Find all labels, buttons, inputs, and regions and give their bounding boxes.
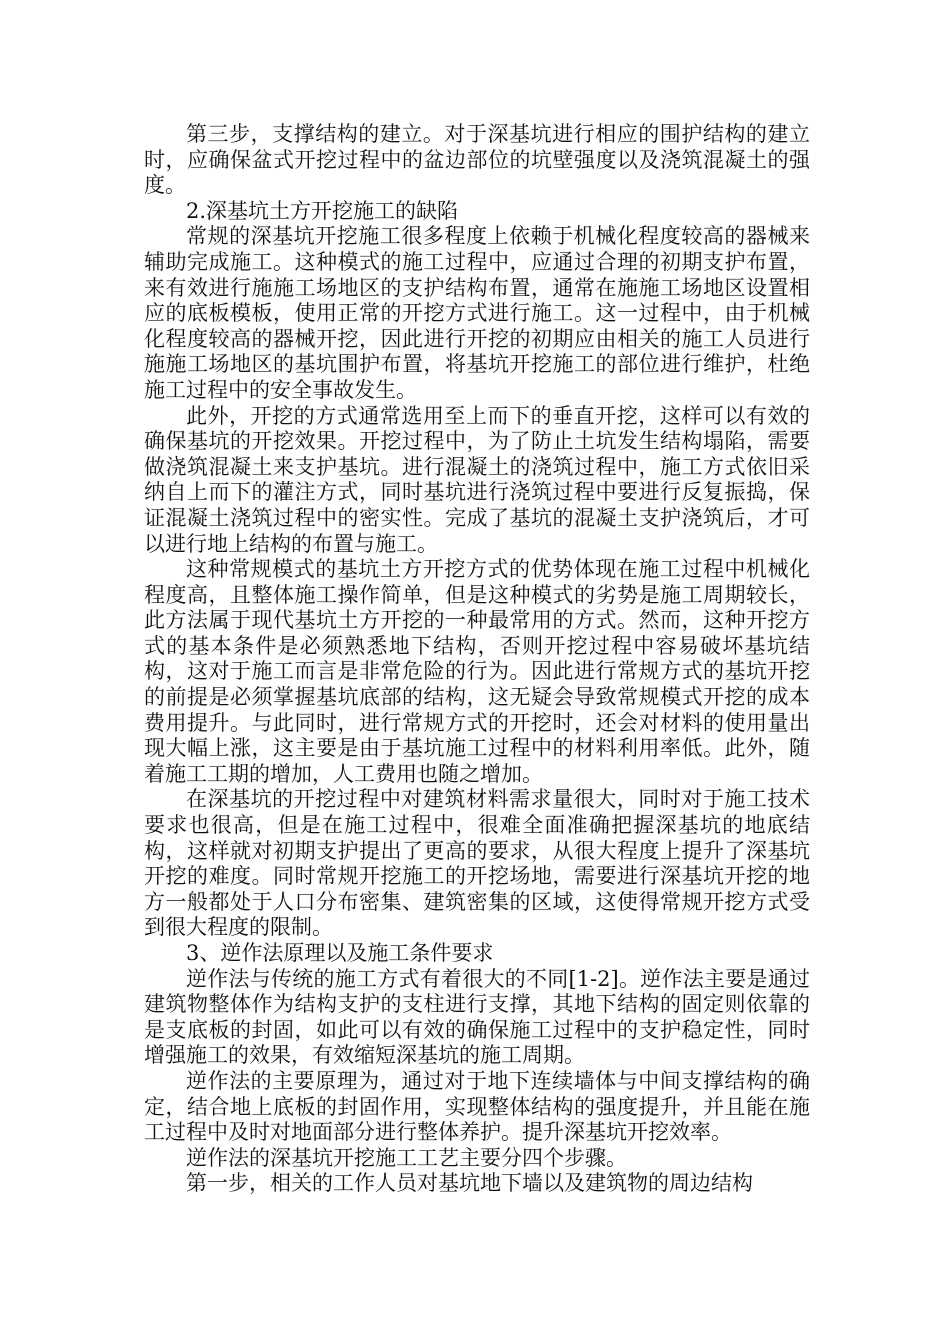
paragraph-step-three: 第三步，支撑结构的建立。对于深基坑进行相应的围护结构的建立时，应确保盆式开挖过程中的盆边部位的坑壁强度以及浇筑混凝土的强度。 bbox=[144, 122, 810, 198]
paragraph-material-demand: 在深基坑的开挖过程中对建筑材料需求量很大，同时对于施工技术要求也很高，但是在施工过程中，很难全面准确把握深基坑的地底结构，这样就对初期支护提出了更高的要求，从很大程度上提升了深基坑开挖的难度。同时常规开挖施工的开挖场地，需要进行深基坑开挖的地方一般都处于人口分布密集、建筑密集的区域，这使得常规开挖方式受到很大程度的限制。 bbox=[144, 787, 810, 940]
paragraph-conventional-excavation: 常规的深基坑开挖施工很多程度上依赖于机械化程度较高的器械来辅助完成施工。这种模式的施工过程中，应通过合理的初期支护布置，来有效进行施施工场地区的支护结构布置，通常在施施工场地区设置相应的底板模板，使用正常的开挖方式进行施工。这一过程中，由于机械化程度较高的器械开挖，因此进行开挖的初期应由相关的施工人员进行施施工场地区的基坑围护布置，将基坑开挖施工的部位进行维护，杜绝施工过程中的安全事故发生。 bbox=[144, 224, 810, 402]
body-text bbox=[144, 122, 810, 1197]
paragraph-vertical-excavation: 此外，开挖的方式通常选用至上而下的垂直开挖，这样可以有效的确保基坑的开挖效果。开挖过程中，为了防止土坑发生结构塌陷，需要做浇筑混凝土来支护基坑。进行混凝土的浇筑过程中，施工方式依旧采纳自上而下的灌注方式，同时基坑进行浇筑过程中要进行反复振捣，保证混凝土浇筑过程中的密实性。完成了基坑的混凝土支护浇筑后，才可以进行地上结构的布置与施工。 bbox=[144, 403, 810, 556]
paragraph-top-down-principle: 逆作法的主要原理为，通过对于地下连续墙体与中间支撑结构的确定，结合地上底板的封固作用，实现整体结构的强度提升，并且能在施工过程中及时对地面部分进行整体养护。提升深基坑开挖效率。 bbox=[144, 1068, 810, 1145]
section-heading-defects: 2.深基坑土方开挖施工的缺陷 bbox=[186, 198, 459, 223]
section-heading-top-down-method: 3、逆作法原理以及施工条件要求 bbox=[186, 941, 494, 965]
paragraph-step-one: 第一步，相关的工作人员对基坑地下墙以及建筑物的周边结构 bbox=[186, 1171, 753, 1196]
paragraph-four-steps: 逆作法的深基坑开挖施工工艺主要分四个步骤。 bbox=[186, 1145, 627, 1170]
paragraph-top-down-difference: 逆作法与传统的施工方式有着很大的不同[1-2]。逆作法主要是通过建筑物整体作为结构支护的支柱进行支撑，其地下结构的固定则依靠的是支底板的封固，如此可以有效的确保施工过程中的支护稳定性，同时增强施工的效果，有效缩短深基坑的施工周期。 bbox=[144, 966, 810, 1068]
paragraph-advantages-disadvantages: 这种常规模式的基坑土方开挖方式的优势体现在施工过程中机械化程度高，且整体施工操作简单，但是这种模式的劣势是施工周期较长，此方法属于现代基坑土方开挖的一种最常用的方式。然而，这种开挖方式的基本条件是必须熟悉地下结构，否则开挖过程中容易破坏基坑结构，这对于施工而言是非常危险的行为。因此进行常规方式的基坑开挖的前提是必须掌握基坑底部的结构，这无疑会导致常规模式开挖的成本费用提升。与此同时，进行常规方式的开挖时，还会对材料的使用量出现大幅上涨，这主要是由于基坑施工过程中的材料利用率低。此外，随着施工工期的增加，人工费用也随之增加。 bbox=[144, 557, 810, 786]
